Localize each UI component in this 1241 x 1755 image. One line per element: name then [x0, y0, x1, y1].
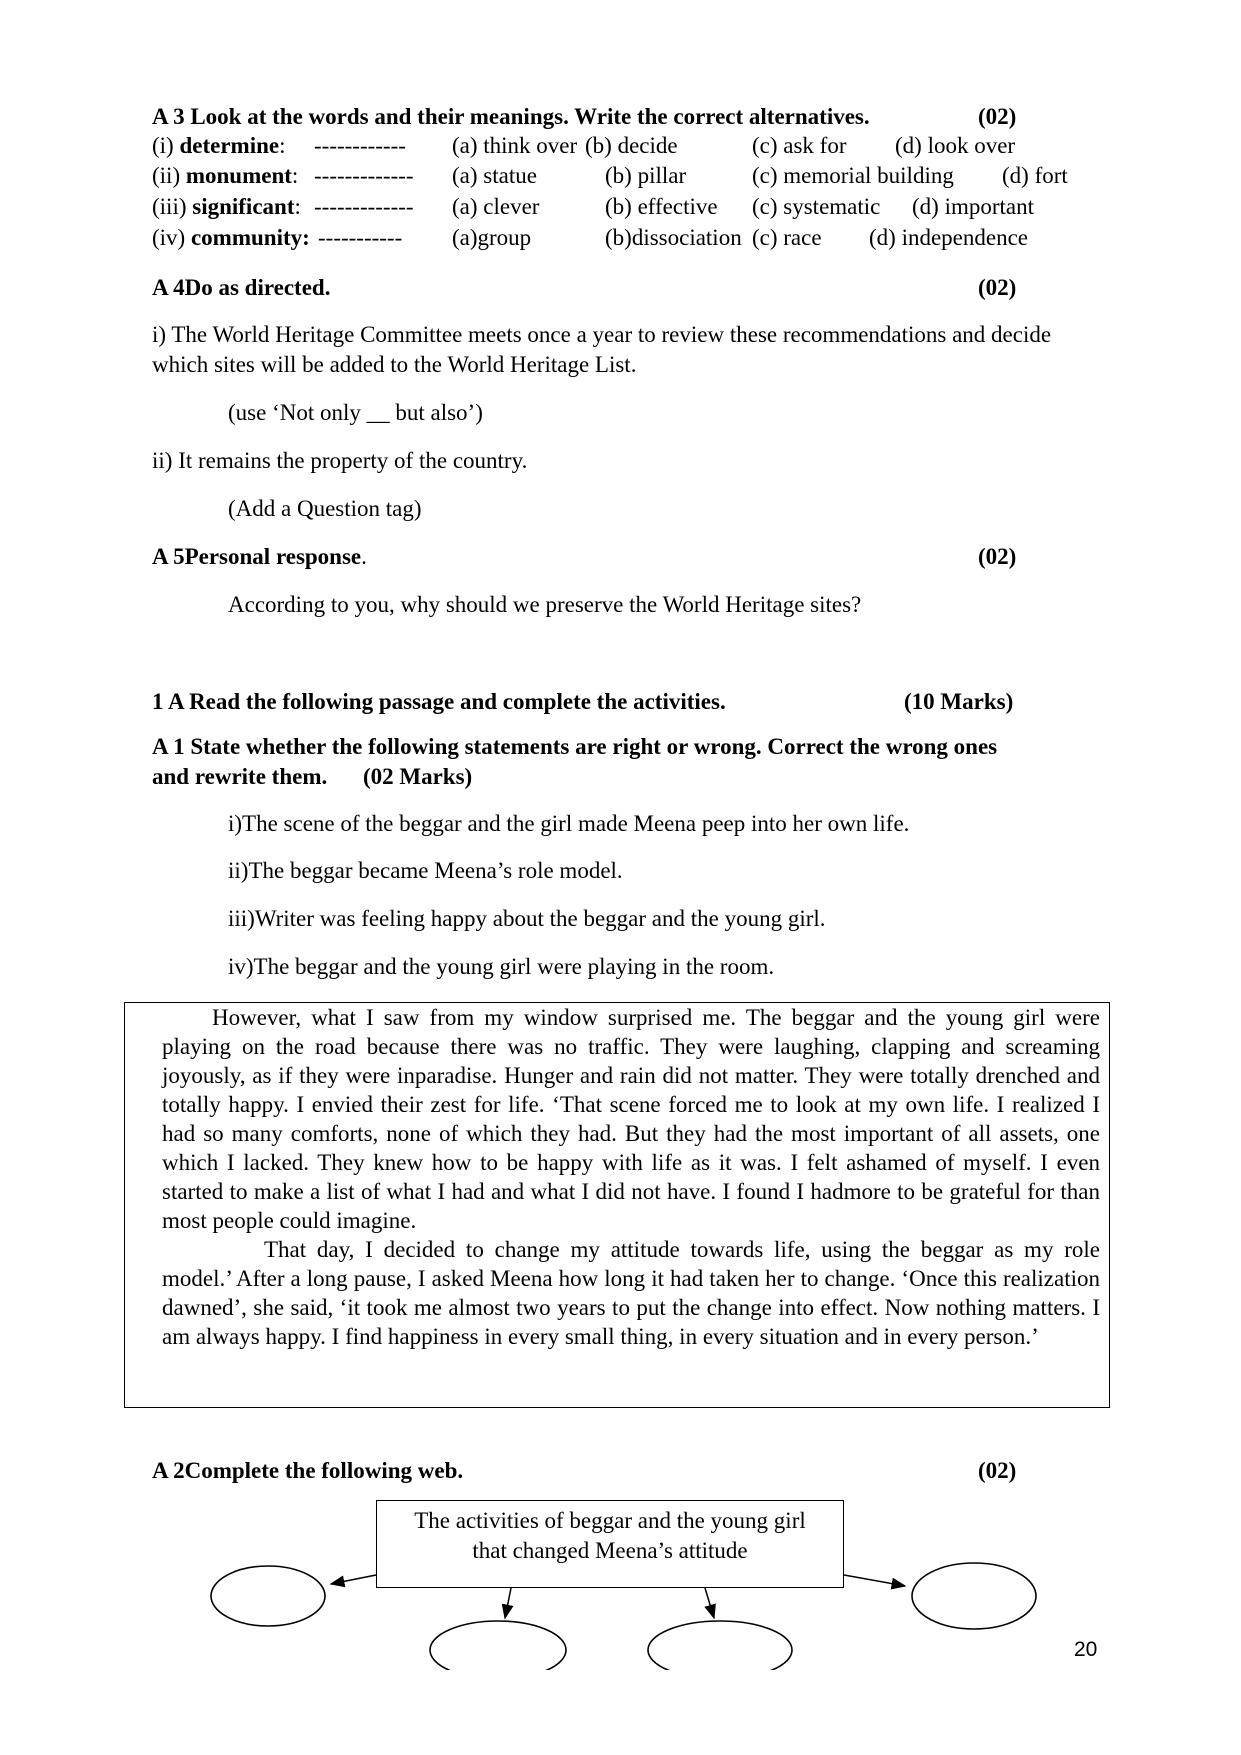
vocab-row	[152, 192, 1092, 222]
vocab-blank: -------------	[314, 194, 414, 219]
a4-heading: A 4Do as directed.	[152, 275, 331, 300]
a2-heading: A 2Complete the following web.	[152, 1458, 464, 1483]
passage-paragraph: That day, I decided to change my attitude towards life, using the beggar as my role model.’ After a long pause, I asked Meena how long it had taken her to change. ‘Once this realization dawned’, she said, ‘it took me almost two years to put the change into effect. Now nothing matters. I am always happy. I find happiness in every small thing, in every situation and in every person.’	[162, 1237, 1100, 1349]
a4-marks: (02)	[978, 275, 1017, 300]
vocab-word: monument	[185, 163, 292, 188]
a1-heading-line2: and rewrite them.	[152, 764, 328, 789]
web-center-line2: that changed Meena’s attitude	[472, 1538, 748, 1563]
vocab-word: community:	[190, 225, 310, 250]
statement: ii)The beggar became Meena’s role model.	[228, 858, 623, 883]
passage	[162, 1003, 1100, 1351]
a2-marks: (02)	[978, 1458, 1017, 1483]
option-b: (b) effective	[605, 194, 718, 219]
statement: iii)Writer was feeling happy about the beggar and the young girl.	[228, 906, 826, 931]
option-a: (a) clever	[452, 194, 540, 219]
vocab-blank: -----------	[318, 225, 403, 250]
vocab-row	[152, 223, 1092, 253]
option-b: (b)dissociation	[605, 225, 742, 250]
web-arrow-right	[844, 1575, 905, 1586]
a5-marks: (02)	[978, 544, 1017, 569]
a1-heading-line1: A 1 State whether the following statements are right or wrong. Correct the wrong ones	[152, 734, 998, 759]
statement: i)The scene of the beggar and the girl made Meena peep into her own life.	[228, 811, 910, 836]
option-a: (a)group	[452, 225, 532, 250]
vocab-blank: -------------	[314, 163, 414, 188]
vocab-number: (iv)	[152, 225, 186, 250]
web-arrow-bottom-left	[505, 1588, 511, 1618]
option-b: (b) pillar	[605, 163, 687, 188]
a3-heading: A 3 Look at the words and their meanings. Write the correct alternatives.	[152, 104, 870, 129]
vocab-row	[152, 161, 1092, 191]
section-1a-marks: (10 Marks)	[904, 689, 1014, 714]
vocab-colon: :	[279, 133, 286, 158]
vocab-number: (iii)	[152, 194, 187, 219]
a4-question-2: ii) It remains the property of the country.	[152, 448, 528, 473]
option-c: (c) ask for	[752, 133, 847, 158]
vocab-number: (i)	[152, 133, 174, 158]
option-c: (c) race	[752, 225, 822, 250]
a3-marks: (02)	[978, 104, 1017, 129]
a4-question-2-hint: (Add a Question tag)	[228, 496, 422, 521]
option-d: (d) important	[912, 194, 1034, 219]
web-arrow-bottom-right	[705, 1588, 714, 1618]
vocab-number: (ii)	[152, 163, 181, 188]
a5-heading: A 5Personal response	[152, 544, 362, 569]
web-bubble-right[interactable]	[912, 1563, 1036, 1629]
page-number: 20	[1074, 1638, 1098, 1661]
option-d: (d) independence	[869, 225, 1029, 250]
option-d: (d) look over	[895, 133, 1016, 158]
vocab-row	[152, 131, 1092, 161]
web-bubble-bottom-right[interactable]	[648, 1621, 792, 1670]
option-b: (b) decide	[585, 133, 678, 158]
a1-marks: (02 Marks)	[362, 764, 473, 789]
section-1a-heading: 1 A Read the following passage and complete the activities.	[152, 689, 726, 714]
option-c: (c) systematic	[752, 194, 881, 219]
web-bubble-bottom-left[interactable]	[430, 1621, 566, 1670]
vocab-blank: ------------	[314, 133, 406, 158]
option-a: (a) think over	[452, 133, 578, 158]
a4-question-1: i) The World Heritage Committee meets once a year to review these recommendations and decide which sites will be added to the World Heritage List.	[152, 322, 1052, 377]
web-bubble-left[interactable]	[211, 1566, 325, 1626]
a4-question-1-hint: (use ‘Not only __ but also’)	[228, 400, 483, 425]
web-center-box	[376, 1500, 844, 1588]
passage-paragraph: However, what I saw from my window surprised me. The beggar and the young girl were playing on the road because there was no traffic. They were laughing, clapping and screaming joyously, as if they were inparadise. Hunger and rain did not matter. They were totally drenched and totally happy. I envied their zest for life. ‘That scene forced me to look at my own life. I realized I had so many comforts, none of which they had. But they had the most important of all assets, one which I lacked. They knew how to be happy with life as it was. I felt ashamed of myself. I even started to make a list of what I had and what I did not have. I found I hadmore to be grateful for than most people could imagine.	[162, 1005, 1100, 1233]
web-center-line1: The activities of beggar and the young girl	[414, 1508, 806, 1533]
web-arrow-left	[331, 1575, 376, 1584]
a5-question: According to you, why should we preserve the World Heritage sites?	[228, 592, 862, 617]
option-c: (c) memorial building	[752, 163, 954, 188]
option-d: (d) fort	[1002, 163, 1068, 188]
vocab-word: determine	[179, 133, 280, 158]
statement: iv)The beggar and the young girl were playing in the room.	[228, 954, 775, 979]
vocab-colon: :	[294, 194, 301, 219]
vocab-colon: :	[291, 163, 299, 188]
a1-heading-line2-wrap	[152, 762, 472, 792]
vocab-word: significant	[192, 194, 295, 219]
a5-heading-line	[152, 542, 367, 572]
a5-heading-period: .	[361, 544, 367, 569]
option-a: (a) statue	[452, 163, 537, 188]
